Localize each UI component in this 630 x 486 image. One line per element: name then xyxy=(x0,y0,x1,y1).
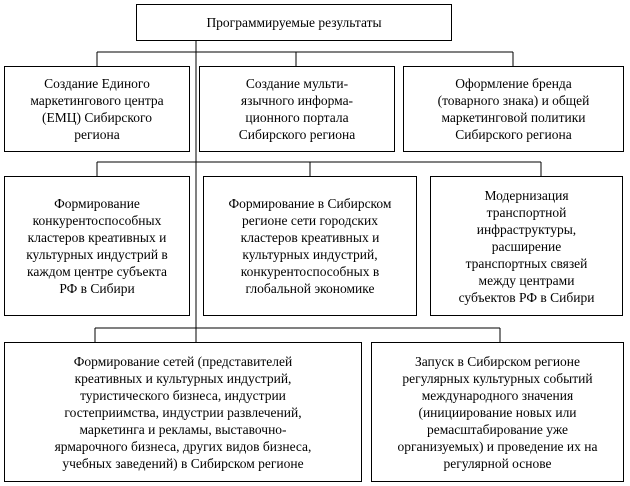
row2-box-2-text xyxy=(229,195,392,297)
text-line: регулярных культурных событий xyxy=(402,370,593,386)
root-text xyxy=(206,14,381,31)
text-line: каждом центре субъекта xyxy=(27,264,167,279)
text-line: Формирование сетей (представителей xyxy=(73,353,293,369)
text-line: транспортной xyxy=(486,204,567,220)
text-line: гостеприимства, индустрии развлечений, xyxy=(64,404,302,420)
text-line: Формирование xyxy=(54,196,140,211)
row1-box-2-text xyxy=(239,75,355,143)
root-box xyxy=(136,4,452,41)
text-line: региона xyxy=(74,127,120,142)
text-line: международного значения xyxy=(421,387,574,403)
text-line: конкурентоспособных в xyxy=(240,264,380,279)
text-line: кластеров креативных и xyxy=(240,230,380,245)
text-line: организуемых) и проведение их на xyxy=(397,438,598,454)
text-line: глобальной экономике xyxy=(245,281,375,296)
text-line: конкурентоспособных xyxy=(32,213,162,228)
row3-box-2-text xyxy=(397,353,597,472)
text-line: учебных заведений) в Сибирском регионе xyxy=(62,455,304,471)
text-line: культурных индустрий в xyxy=(26,247,168,262)
text-line: ремасштабирование уже xyxy=(427,421,568,437)
row2-box-3 xyxy=(430,176,623,316)
text-line: кластеров креативных и xyxy=(27,230,167,245)
text-line: Модернизация xyxy=(484,187,569,203)
text-line: Создание Единого xyxy=(44,76,150,91)
text-line: регулярной основе xyxy=(443,455,552,471)
text-line: регионе сети городских xyxy=(242,213,378,228)
row2-box-1-text xyxy=(26,195,168,297)
text-line: транспортных связей xyxy=(465,255,588,271)
row2-box-2 xyxy=(203,176,417,316)
text-line: маркетингового центра xyxy=(30,93,164,108)
text-line: Программируемые результаты xyxy=(206,15,382,30)
text-line: (инициирование новых или xyxy=(418,404,577,420)
row2-box-1 xyxy=(4,176,190,316)
text-line: Запуск в Сибирском регионе xyxy=(414,353,581,369)
text-line: Сибирского региона xyxy=(238,127,356,142)
text-line: расширение xyxy=(491,238,562,254)
row1-box-1-text xyxy=(30,75,163,143)
row2-box-3-text xyxy=(459,187,595,306)
text-line: (товарного знака) и общей xyxy=(437,93,590,108)
text-line: ярмарочного бизнеса, других видов бизнеса, xyxy=(54,438,312,454)
row1-box-3 xyxy=(403,66,624,152)
text-line: между центрами xyxy=(478,272,575,288)
row1-box-3-text xyxy=(438,75,590,143)
text-line: креативных и культурных индустрий, xyxy=(74,370,292,386)
text-line: Оформление бренда xyxy=(455,76,572,91)
row3-box-2 xyxy=(371,342,624,482)
text-line: язычного информа- xyxy=(240,93,354,108)
text-line: Создание мульти- xyxy=(245,76,349,91)
text-line: ционного портала xyxy=(245,110,349,125)
text-line: маркетинга и рекламы, выставочно- xyxy=(79,421,287,437)
row1-box-1 xyxy=(4,66,190,152)
text-line: маркетинговой политики xyxy=(441,110,586,125)
text-line: (ЕМЦ) Сибирского xyxy=(41,110,152,125)
text-line: инфраструктуры, xyxy=(476,221,577,237)
text-line: РФ в Сибири xyxy=(59,281,135,296)
text-line: туристического бизнеса, индустрии xyxy=(80,387,286,403)
row1-box-2 xyxy=(199,66,395,152)
text-line: Формирование в Сибирском xyxy=(228,196,392,211)
text-line: Сибирского региона xyxy=(455,127,572,142)
row3-box-1-text xyxy=(55,353,312,472)
row3-box-1 xyxy=(4,342,362,482)
text-line: культурных индустрий, xyxy=(242,247,378,262)
text-line: субъектов РФ в Сибири xyxy=(458,289,595,305)
